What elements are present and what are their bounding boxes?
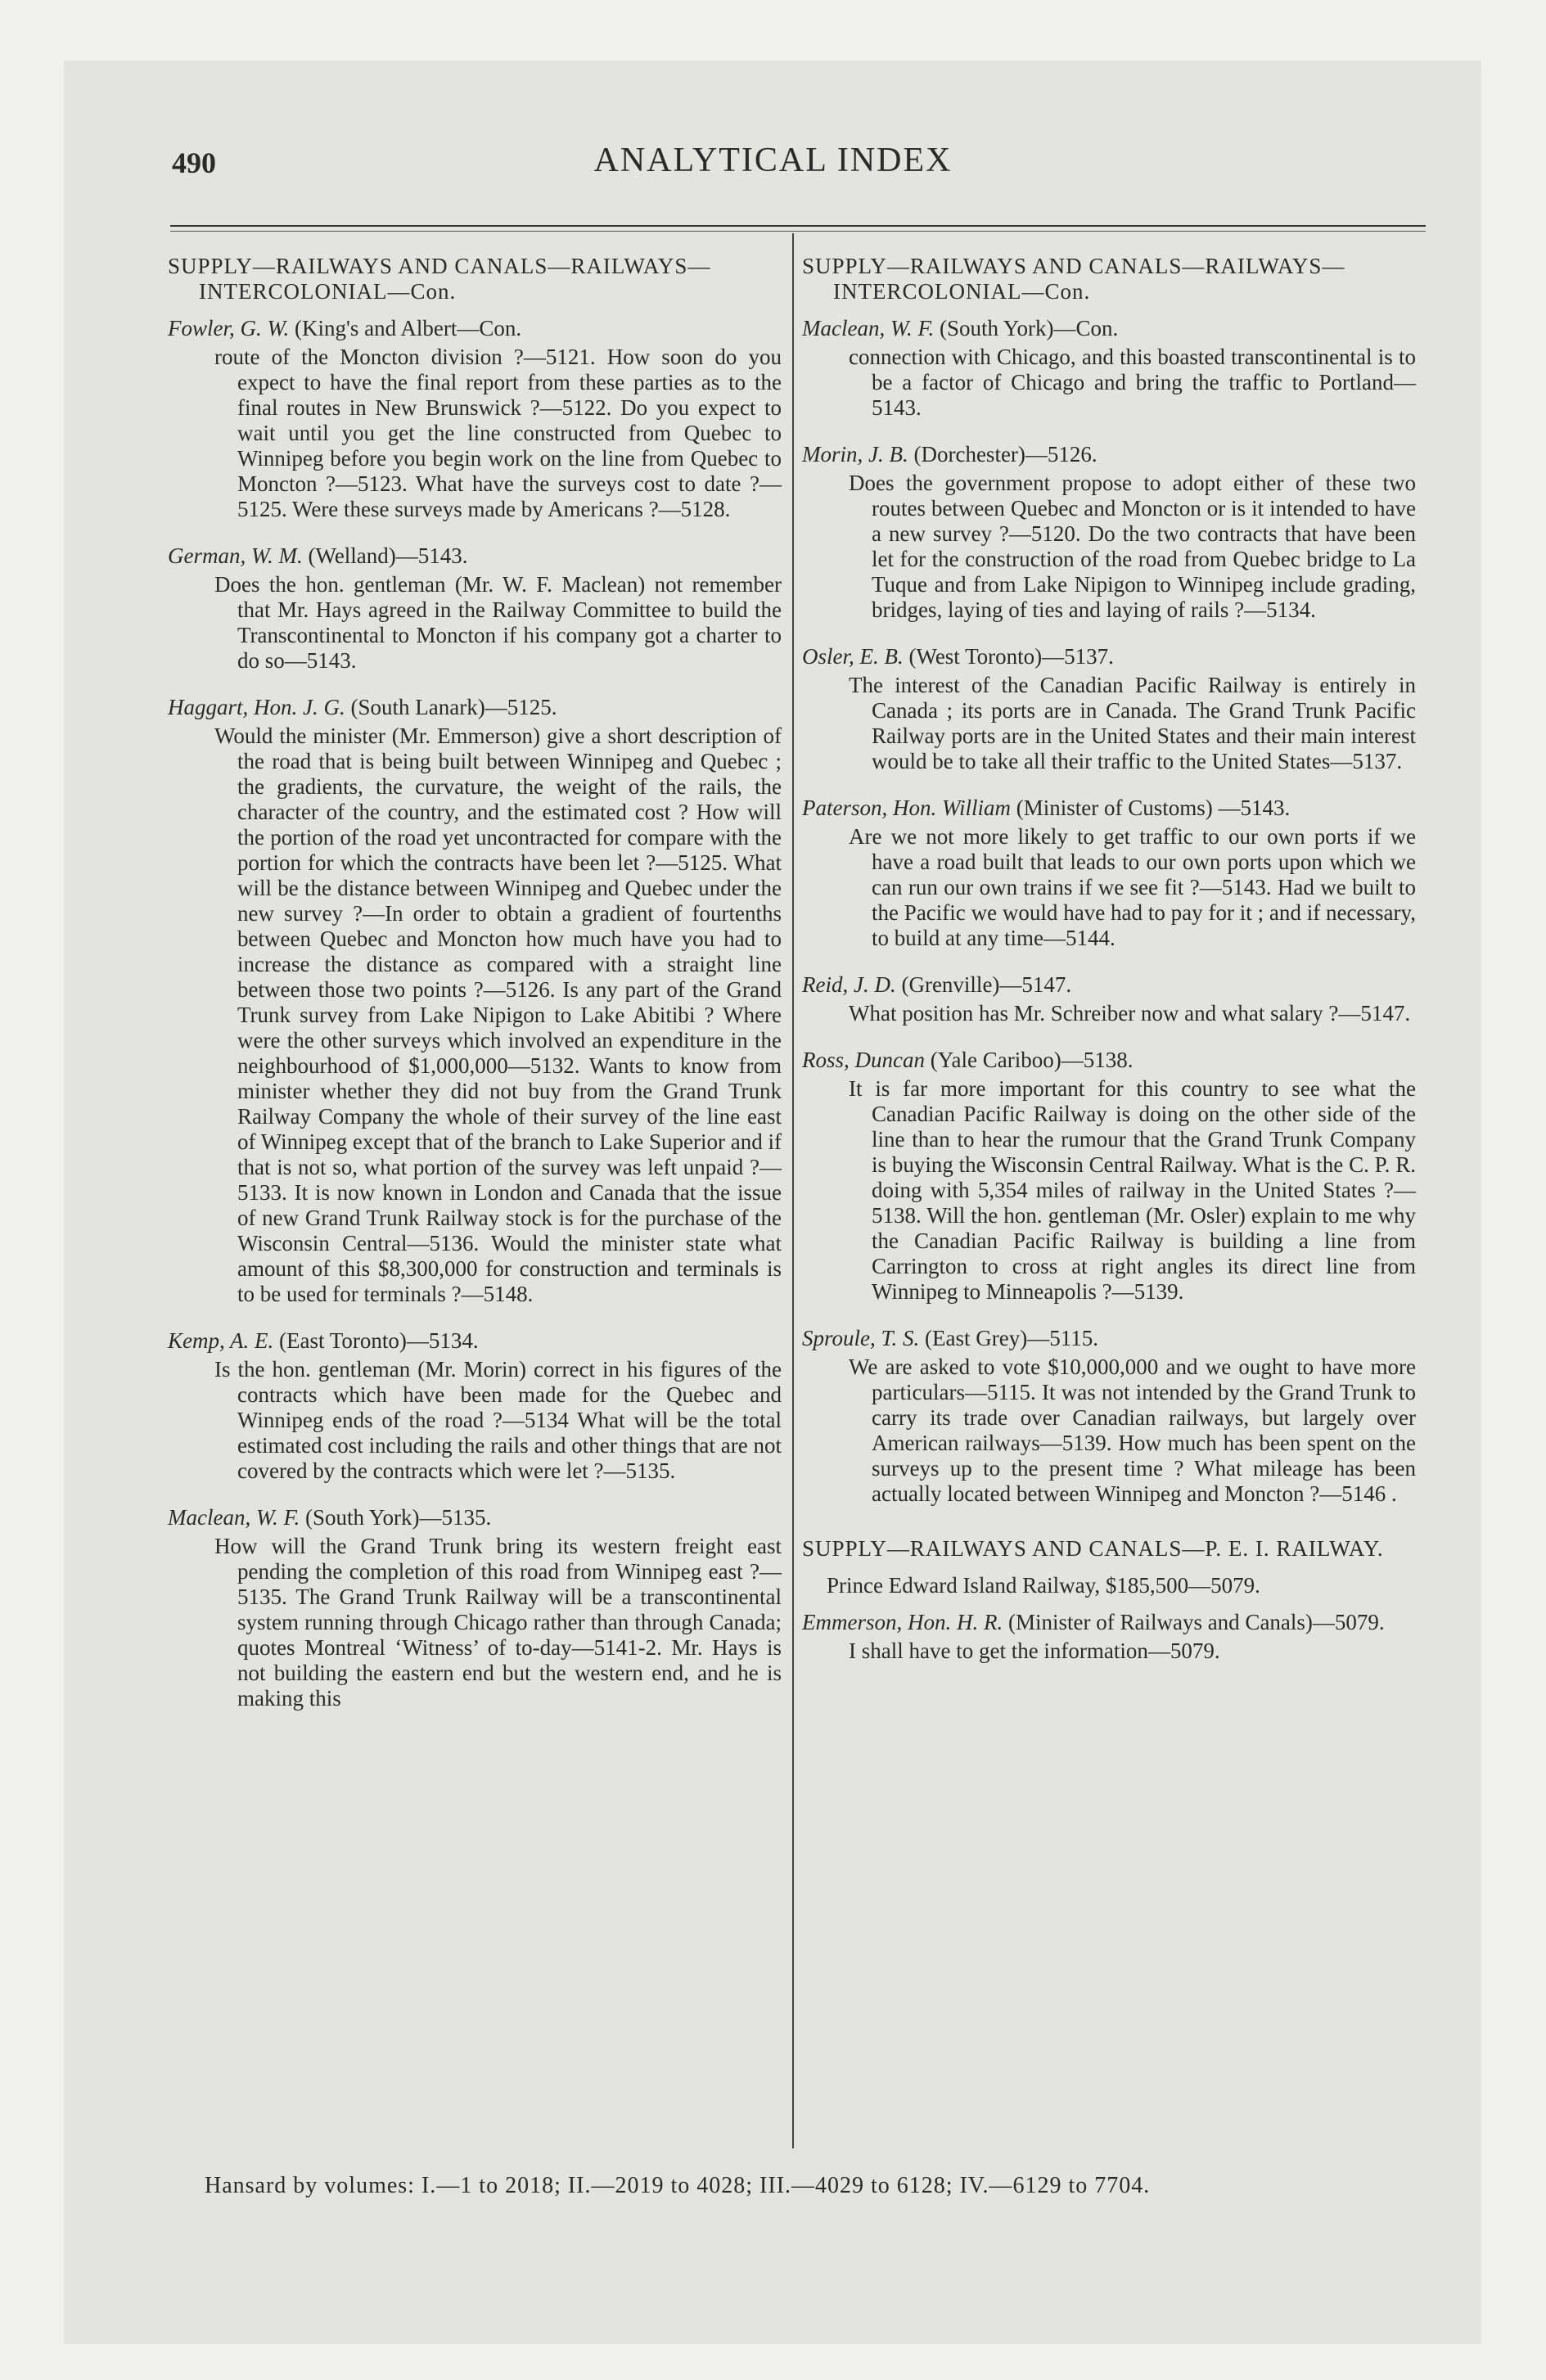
index-entry [802,972,1416,1026]
speaker-detail: (South York)—Con. [940,316,1119,340]
speaker-line [802,796,1416,821]
speaker-detail: (Minister of Customs) —5143. [1016,796,1291,820]
entry-text: How will the Grand Trunk bring its western freight east pending the completion of this road from Winnipeg east ?—5135. The Grand Trunk Railway will be a transcontinental system running through Chicago rather than through Canada; quotes Montreal ‘Witness’ of to-day—5141-2. Mr. Hays is not building the eastern end but the western end, and he is making this [214,1534,782,1711]
right-column [802,254,1416,1685]
entry-text: Does the hon. gentleman (Mr. W. F. Maclean) not remember that Mr. Hays agreed in the Railway Committee to build the Transcontinental to Moncton if his company got a charter to do so—5143. [214,572,782,673]
speaker-name: Maclean, W. F. [802,316,935,340]
speaker-line [802,1610,1416,1635]
speaker-detail: (East Toronto)—5134. [279,1328,479,1353]
speaker-name: Morin, J. B. [802,442,908,467]
index-entry [802,1326,1416,1507]
speaker-detail: (Minister of Railways and Canals)—5079. [1007,1610,1385,1634]
appropriation-item: Prince Edward Island Railway, $185,500—5079. [827,1573,1260,1598]
entry-text: connection with Chicago, and this boasted transcontinental is to be a factor of Chicago and bring the traffic to Portland—5143. [849,345,1416,420]
speaker-detail: (South Lanark)—5125. [350,695,557,719]
speaker-line [802,644,1416,669]
index-entry [802,316,1416,421]
speaker-line [802,442,1416,467]
column-divider [792,233,794,2148]
entry-text: It is far more important for this country to see what the Canadian Pacific Railway is doing on the other side of the line than to hear the rumour that the Grand Trunk Company is buying the Wisconsin Central Railway. What is the C. P. R. doing with 5,354 miles of railway in the United States ?—5138. Will the hon. gentleman (Mr. Osler) explain to me why the Canadian Pacific Railway is building a line from Carrington to cross at right angles its direct line from Winnipeg to Minneapolis ?—5139. [849,1076,1416,1304]
index-entry [168,316,782,522]
index-entry [802,644,1416,774]
page-number: 490 [172,146,216,179]
header-rule-secondary [170,231,1426,232]
speaker-line [168,543,782,569]
footer-note: Hansard by volumes: I.—1 to 2018; II.—2019 to 4028; III.—4029 to 6128; IV.—6129 to 7704. [205,2173,1151,2198]
speaker-name: Maclean, W. F. [168,1505,300,1530]
speaker-name: Kemp, A. E. [168,1328,274,1353]
entry-text: Is the hon. gentleman (Mr. Morin) correct in his figures of the contracts which have been made for the Quebec and Winnipeg ends of the road ?—5134 What will be the total estimated cost including the rails and other things that are not covered by the contracts which were let ?—5135. [214,1357,782,1483]
speaker-name: Sproule, T. S. [802,1326,920,1350]
speaker-detail: (Welland)—5143. [308,543,468,568]
speaker-line [168,316,782,341]
entry-text: Does the government propose to adopt either of these two routes between Quebec and Moncton or is it intended to have a new survey ?—5120. Do the two contracts that have been let for the construction of the road from Quebec bridge to La Tuque and from Lake Nipigon to Winnipeg include grading, bridges, laying of ties and laying of rails ?—5134. [849,471,1416,622]
speaker-detail: (West Toronto)—5137. [908,644,1114,669]
speaker-line [802,1048,1416,1073]
speaker-name: Emmerson, Hon. H. R. [802,1610,1003,1634]
speaker-detail: (Grenville)—5147. [901,972,1072,997]
speaker-line [802,316,1416,341]
index-entry [802,796,1416,951]
index-entry [168,695,782,1307]
speaker-name: Osler, E. B. [802,644,904,669]
speaker-name: Haggart, Hon. J. G. [168,695,345,719]
speaker-detail: (East Grey)—5115. [925,1326,1098,1350]
section-heading: SUPPLY—RAILWAYS AND CANALS—RAILWAYS—INTERCOLONIAL—Con. [168,254,711,304]
speaker-detail: (Dorchester)—5126. [913,442,1098,467]
speaker-detail: (Yale Cariboo)—5138. [930,1048,1134,1072]
section-heading: SUPPLY—RAILWAYS AND CANALS—RAILWAYS—INTERCOLONIAL—Con. [802,254,1345,304]
entry-text: What position has Mr. Schreiber now and what salary ?—5147. [849,1001,1411,1025]
speaker-line [168,1505,782,1530]
header-rule [170,225,1426,227]
speaker-name: German, W. M. [168,543,303,568]
left-column [168,254,782,1733]
speaker-line [802,972,1416,998]
entry-text: I shall have to get the information—5079. [849,1639,1220,1663]
index-entry [168,1328,782,1484]
index-entry [168,543,782,674]
speaker-name: Paterson, Hon. William [802,796,1011,820]
entry-text: Are we not more likely to get traffic to our own ports if we have a road built that leads to our own ports upon which we can run our own trains if we see fit ?—5143. Had we built to the Pacific we would have had to pay for it ; and if necessary, to build at any time—5144. [849,824,1416,950]
index-entry [802,442,1416,623]
index-entry [168,1505,782,1711]
index-entry [802,1048,1416,1305]
speaker-detail: (King's and Albert—Con. [295,316,522,340]
speaker-line [168,695,782,720]
entry-text: route of the Moncton division ?—5121. How soon do you expect to have the final report from these parties as to the final routes in New Brunswick ?—5122. Do you expect to wait until you get the line constructed from Quebec to Winnipeg before you begin work on the line from Quebec to Moncton ?—5123. What have the surveys cost to date ?—5125. Were these surveys made by Americans ?—5128. [214,345,782,521]
speaker-detail: (South York)—5135. [305,1505,492,1530]
running-head: ANALYTICAL INDEX [593,142,953,179]
speaker-line [168,1328,782,1354]
section-heading: SUPPLY—RAILWAYS AND CANALS—P. E. I. RAILWAY. [802,1536,1384,1561]
entry-text: The interest of the Canadian Pacific Railway is entirely in Canada ; its ports are in Canada. The Grand Trunk Pacific Railway ports are in the United States and their main interest would be to take all their traffic to the United States—5137. [849,673,1416,773]
entry-text: We are asked to vote $10,000,000 and we ought to have more particulars—5115. It was not intended by the Grand Trunk to carry its trade over Canadian railways, but largely over American railways—5139. How much has been spent on the surveys up to the present time ? What mileage has been actually located between Winnipeg and Moncton ?—5146 . [849,1355,1416,1506]
speaker-name: Ross, Duncan [802,1048,925,1072]
index-entry [802,1610,1416,1664]
speaker-name: Fowler, G. W. [168,316,290,340]
entry-text: Would the minister (Mr. Emmerson) give a short description of the road that is being built between Winnipeg and Quebec ; the gradients, the curvature, the weight of the rails, the character of the country, and the estimated cost ? How will the portion of the road yet uncontracted for compare with the portion for which the contracts have been let ?—5125. What will be the distance between Winnipeg and Quebec under the new survey ?—In order to obtain a gradient of fourtenths between Quebec and Moncton how much have you had to increase the distance as compared with a straight line between those two points ?—5126. Is any part of the Grand Trunk survey from Lake Nipigon to Lake Abitibi ? Where were the other surveys which involved an expenditure in the neighbourhood of $1,000,000—5132. Wants to know from minister whether they did not buy from the Grand Trunk Railway Company the whole of their survey of the line east of Winnipeg except that of the branch to Lake Superior and if that is not so, what portion of the survey was left unpaid ?—5133. It is now known in London and Canada that the issue of new Grand Trunk Railway stock is for the purchase of the Wisconsin Central—5136. Would the minister state what amount of this $8,300,000 for construction and terminals is to be used for terminals ?—5148. [214,723,782,1306]
speaker-line [802,1326,1416,1351]
speaker-name: Reid, J. D. [802,972,896,997]
